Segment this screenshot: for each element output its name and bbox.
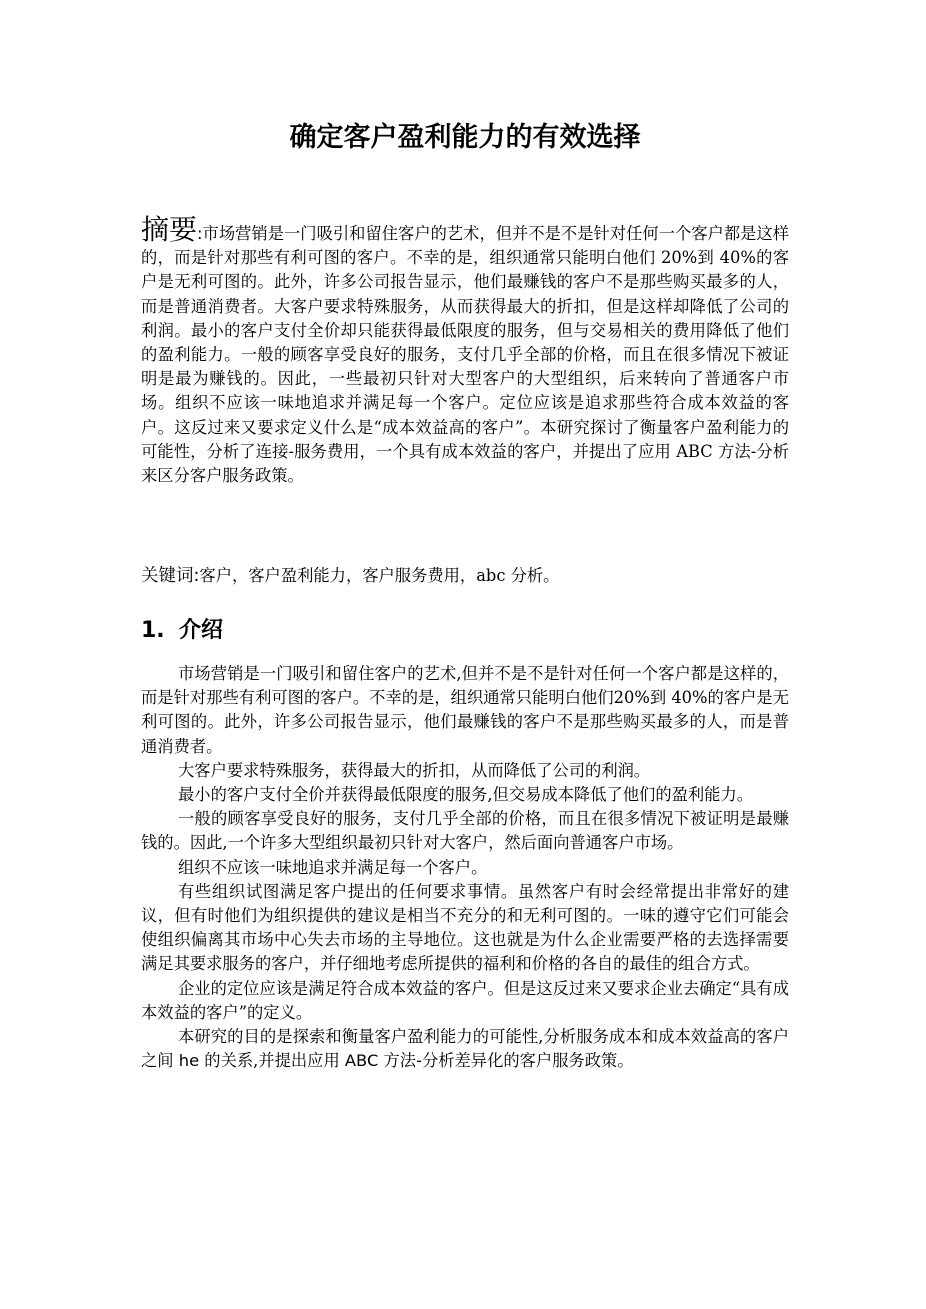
abstract	[141, 213, 789, 488]
paragraph	[141, 1025, 789, 1073]
section-number: 1.	[141, 618, 165, 643]
inline-term: ABC	[344, 1051, 379, 1071]
paragraph-text: 的关系,并提出应用	[204, 1051, 340, 1071]
keywords-text: 客户，客户盈利能力，客户服务费用，abc 分析。	[199, 566, 560, 585]
paragraph-text: 方法	[383, 1051, 417, 1071]
section-body	[141, 662, 789, 1073]
abstract-text: 市场营销是一门吸引和留住客户的艺术，但并不是不是针对任何一个客户都是这样的，而是针对那些有利可图的客户。不幸的是，组织通常只能明白他们 20%到 40%的客户是无利可图的。此外，许多公司报告显示，他们最赚钱的客户不是那些购买最多的人，而是普通消费者。大客户要求特殊服务，从而获得最大的折扣，但是这样却降低了公司的利润。最小的客户支付全价却只能获得最低限度的服务，但与交易相关的费用降低了他们的盈利能力。一般的顾客享受良好的服务，支付几乎全部的价格，而且在很多情况下被证明是最为赚钱的。因此，一些最初只针对大型客户的大型组织，后来转向了普通客户市场。组织不应该一味地追求并满足每一个客户。定位应该是追求那些符合成本效益的客户。这反过来又要求定义什么是“成本效益高的客户”。本研究探讨了衡量客户盈利能力的可能性，分析了连接-服务费用，一个具有成本效益的客户，并提出了应用 ABC 方法-分析来区分客户服务政策。	[141, 224, 789, 486]
paragraph: 市场营销是一门吸引和留住客户的艺术,但并不是不是针对任何一个客户都是这样的，而是针对那些有利可图的客户。不幸的是，组织通常只能明白他们20%到 40%的客户是无利可图的。此外，许多公司报告显示，他们最赚钱的客户不是那些购买最多的人，而是普通消费者。	[141, 664, 789, 756]
paper-title: 确定客户盈利能力的有效选择	[289, 122, 641, 153]
section-heading-introduction	[141, 614, 223, 648]
abstract-heading: 摘要	[141, 213, 198, 246]
paragraph: 最小的客户支付全价并获得最低限度的服务,但交易成本降低了他们的盈利能力。	[178, 785, 754, 805]
inline-term: he	[178, 1051, 200, 1071]
section-title: 介绍	[179, 618, 224, 643]
paragraph: 一般的顾客享受良好的服务，支付几乎全部的价格，而且在很多情况下被证明是最赚钱的。因此,一个许多大型组织最初只针对大客户，然后面向普通客户市场。	[141, 809, 789, 853]
paragraph: 大客户要求特殊服务，获得最大的折扣，从而降低了公司的利润。	[178, 760, 651, 780]
keywords-heading: 关键词:	[141, 566, 200, 586]
paragraph: 组织不应该一味地追求并满足每一个客户。	[178, 857, 488, 877]
keywords	[141, 563, 789, 589]
paragraph: 企业的定位应该是满足符合成本效益的客户。但是这反过来又要求企业去确定“具有成本效益的客户”的定义。	[141, 978, 789, 1022]
paragraph-text: 分析差异化的客户服务政策。	[421, 1051, 634, 1071]
paragraph-text: 本研究的目的是探索和衡量客户盈利能力的可能性,分析服务成本和成本效益高的客户之间	[141, 1027, 789, 1071]
inline-term: -	[416, 1051, 422, 1071]
abstract-separator: :	[197, 224, 203, 243]
paragraph: 有些组织试图满足客户提出的任何要求事情。虽然客户有时会经常提出非常好的建议，但有时他们为组织提供的建议是相当不充分的和无利可图的。一味的遵守它们可能会使组织偏离其市场中心失去市场的主导地位。这也就是为什么企业需要严格的去选择需要满足其要求服务的客户，并仔细地考虑所提供的福利和价格的各自的最佳的组合方式。	[141, 881, 789, 974]
